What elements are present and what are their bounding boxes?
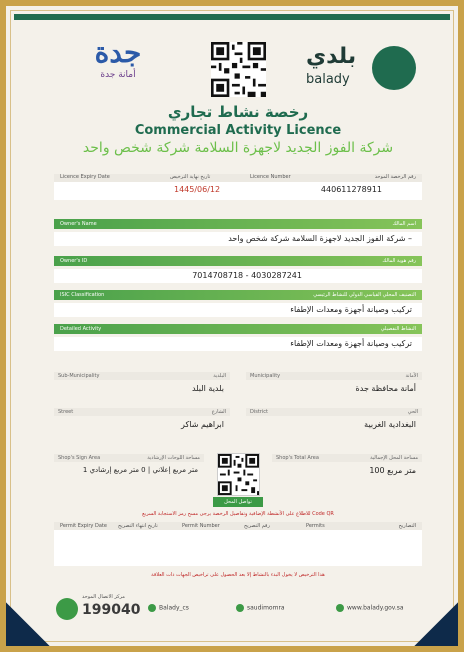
call-center-number: 199040: [82, 602, 141, 618]
municipality-cell: [246, 372, 422, 398]
owner-name-header: [54, 219, 422, 229]
call-center-caption: مركز الاتصال الموحد: [82, 594, 125, 600]
globe-icon: [336, 604, 344, 612]
sign-label-en: Shop's Sign Area: [58, 455, 101, 461]
licence-info-row: [54, 174, 422, 200]
total-area-cell: [272, 454, 422, 480]
qr-caption: تواصل المحل: [213, 497, 263, 507]
isic-label-en: ISIC Classification: [60, 292, 105, 298]
area-value: 100 متر مربع: [369, 466, 416, 475]
number-label-en: Licence Number: [250, 174, 291, 180]
permits-header-0: Permit Expiry Date: [60, 523, 107, 529]
submun-label-ar: البلدية: [213, 373, 226, 379]
bottom-notice: هذا الترخيص لا يخول البدء بالنشاط إلا بعد الحصول على تراخيص الجهات ذات العلاقة: [151, 572, 325, 578]
qr-code-top: [211, 42, 266, 97]
area-label-ar: مساحة المحل الإجمالية: [370, 455, 418, 461]
phone-icon: [56, 598, 78, 620]
jeddah-logo-mark: جدة: [94, 36, 142, 69]
permits-table-header: [54, 522, 422, 530]
owner-id-value: 7014708718 - 4030287241: [192, 271, 302, 280]
balady-logo-arabic: بلدي: [306, 44, 357, 69]
isic-field: [54, 303, 422, 317]
district-label-en: District: [250, 409, 268, 415]
balady-logo: [306, 42, 426, 94]
street-label-ar: الشارع: [211, 409, 226, 415]
owner-name-label-ar: اسم المالك: [392, 221, 416, 227]
permits-header-3: رقم التصريح: [244, 523, 270, 529]
call-center: [54, 592, 141, 628]
mun-value: أمانة محافظة جدة: [355, 384, 416, 393]
footer: [54, 592, 422, 628]
sign-label-ar: مساحة اللوحات الإرشادية: [147, 455, 200, 461]
owner-name-label-en: Owner's Name: [60, 221, 97, 227]
detail-label-en: Detailed Activity: [60, 326, 102, 332]
expiry-label-ar: تاريخ نهاية الترخيص: [170, 174, 211, 180]
street-cell: [54, 408, 230, 434]
title-arabic: رخصة نشاط تجاري: [167, 103, 309, 121]
social-icons: [236, 604, 244, 612]
sign-value: 1 متر مربع إعلاني | 0 متر مربع إرشادي: [82, 466, 198, 474]
detail-label-ar: النشاط التفصيلي: [380, 326, 416, 332]
corner-ornament: [0, 592, 60, 652]
twitter-icon: [148, 604, 156, 612]
isic-label-ar: التصنيف المحلي القياسي الدولي للنشاط الرئيسي: [313, 292, 416, 298]
sub-municipality-cell: [54, 372, 230, 398]
title-english: Commercial Activity Licence: [134, 123, 342, 138]
detail-field: [54, 337, 422, 351]
detail-header: [54, 324, 422, 334]
submun-value: بلدية البلد: [191, 384, 224, 393]
licence-number-value: 440611278911: [320, 185, 382, 194]
permits-header-1: تاريخ انتهاء التصريح: [118, 523, 158, 529]
mun-label-ar: الأمانة: [405, 373, 418, 379]
company-name: شركة الفوز الجديد لاجهزة السلامة شركة شخص واحد: [82, 140, 394, 156]
submun-label-en: Sub-Municipality: [58, 373, 100, 379]
sign-area-cell: [54, 454, 204, 480]
jeddah-logo: [90, 36, 154, 88]
owner-id-label-ar: رقم هوية المالك: [382, 258, 416, 264]
district-label-ar: الحي: [407, 409, 418, 415]
number-label-ar: رقم الرخصة الموحد: [374, 174, 416, 180]
owner-name-value: شركة الفوز الجديد لاجهزة السلامة شركة شخص واحد –: [228, 234, 412, 243]
municipality-row: [54, 372, 422, 398]
balady-logo-english: balady: [306, 72, 350, 87]
website-link[interactable]: www.balady.gov.sa: [336, 604, 404, 612]
isic-header: [54, 290, 422, 300]
palm-emblem-icon: [372, 46, 416, 90]
permits-header-5: التصاريح: [398, 523, 416, 529]
qr-code-shop: [217, 453, 260, 496]
district-value: البغدادية الغربية: [364, 420, 416, 429]
expiry-label-en: Licence Expiry Date: [60, 174, 110, 180]
permits-table-body: [54, 530, 422, 566]
qr-notice: للاطلاع على الأنشطة الإضافية وتفاصيل الرخصة يرجى مسح رمز الاستجابة السريع Code QR: [142, 511, 334, 517]
permits-header-2: Permit Number: [182, 523, 220, 529]
permits-header-4: Permits: [306, 523, 325, 529]
owner-id-label-en: Owner's ID: [60, 258, 88, 264]
isic-value: تركيب وصيانة أجهزة ومعدات الإطفاء: [290, 305, 412, 314]
social-handle-1[interactable]: Balady_cs: [148, 604, 189, 612]
mun-label-en: Municipality: [250, 373, 281, 379]
jeddah-logo-text: أمانة جدة: [100, 70, 136, 80]
top-accent-bar: [14, 14, 450, 20]
area-label-en: Shop's Total Area: [276, 455, 319, 461]
social-handle-2[interactable]: saudimomra: [236, 604, 285, 612]
detail-value: تركيب وصيانة أجهزة ومعدات الإطفاء: [290, 339, 412, 348]
owner-id-field: [54, 269, 422, 283]
expiry-value: 1445/06/12: [174, 185, 221, 194]
street-value: ابراهيم شاكر: [181, 420, 224, 429]
street-label-en: Street: [58, 409, 74, 415]
owner-name-field: [54, 232, 422, 246]
street-row: [54, 408, 422, 434]
owner-id-header: [54, 256, 422, 266]
district-cell: [246, 408, 422, 434]
